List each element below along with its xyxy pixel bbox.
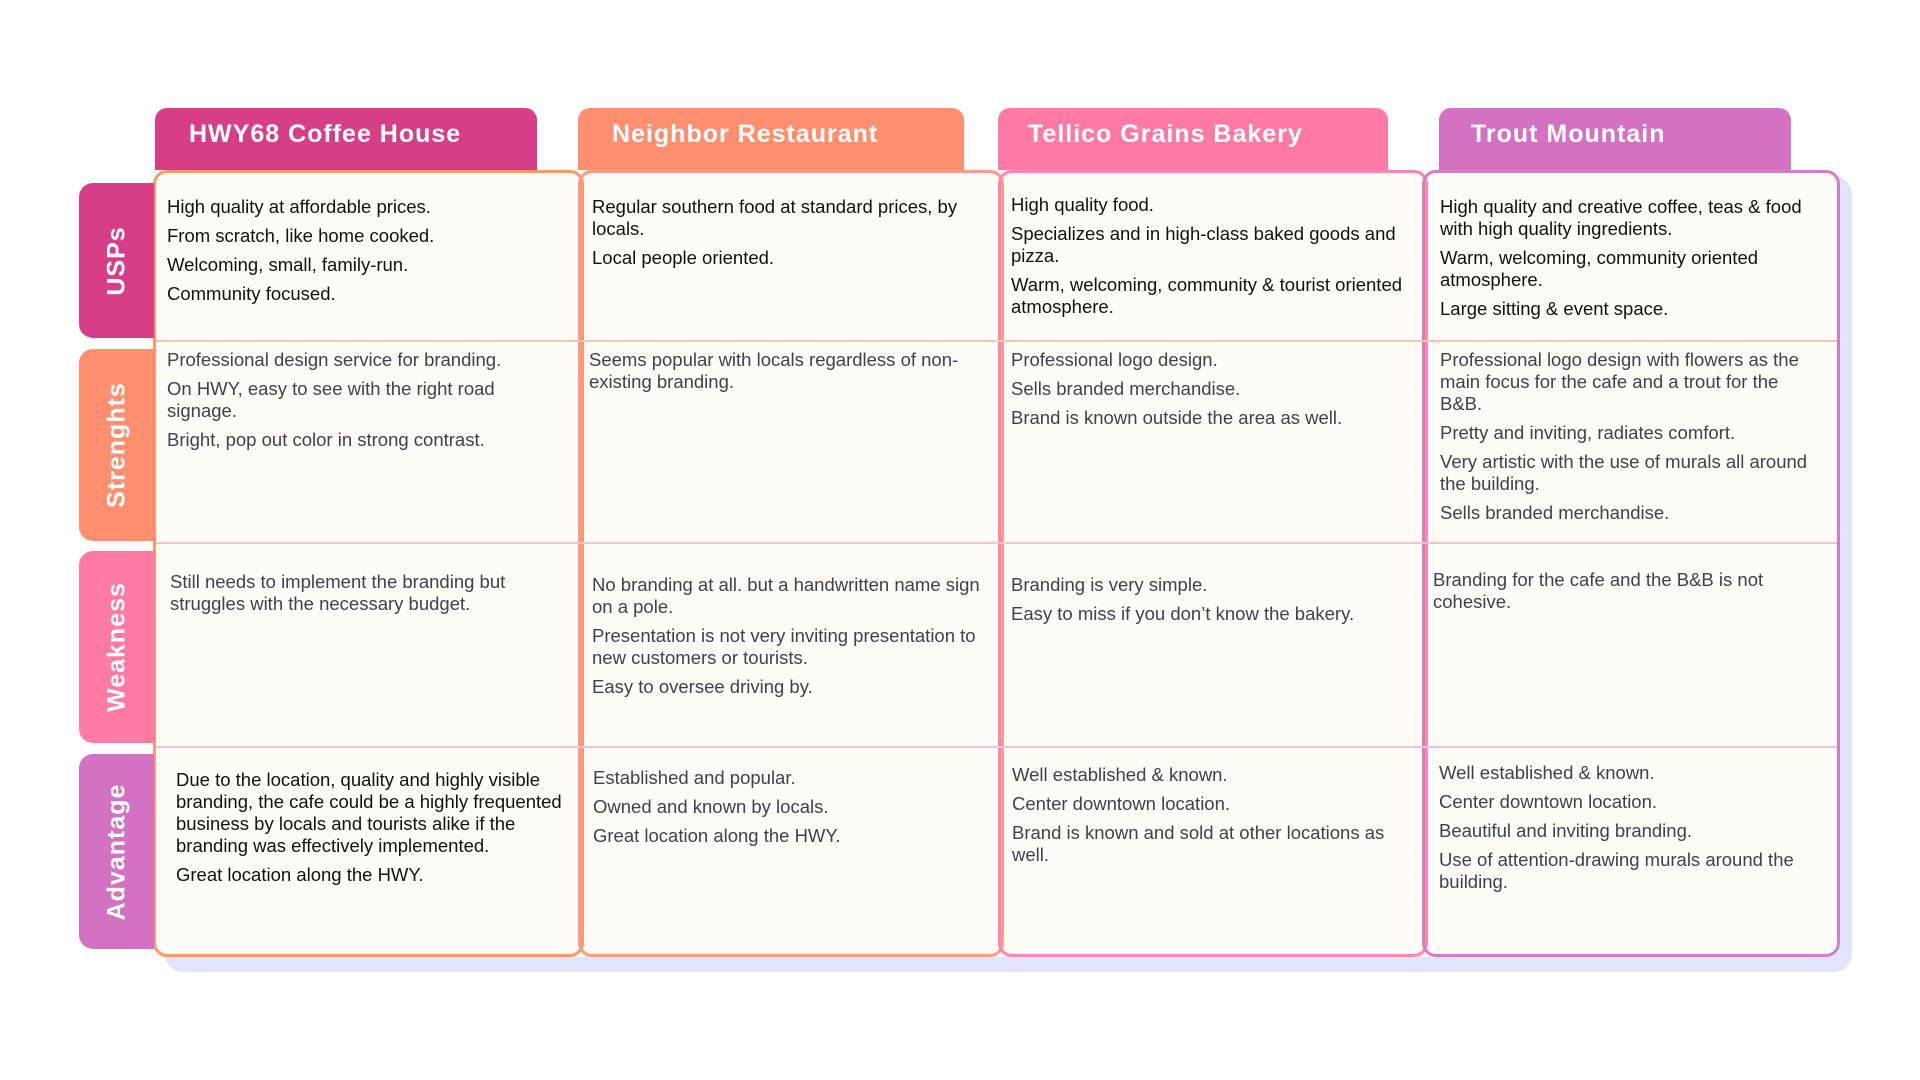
cell-text: High quality at affordable prices. <box>167 196 431 217</box>
cell-text: Seems popular with locals regardless of non-existing branding. <box>589 349 959 392</box>
cell-hwy68-advantage <box>176 769 571 893</box>
cell-text: No branding at all. but a handwritten name sign on a pole. <box>592 574 980 617</box>
cell-text: Owned and known by locals. <box>593 796 829 817</box>
cell-text: Presentation is not very inviting presentation to new customers or tourists. <box>592 625 976 668</box>
cell-text: Local people oriented. <box>592 247 775 268</box>
cell-text: Easy to miss if you don’t know the bakery. <box>1011 603 1355 624</box>
cell-text: Great location along the HWY. <box>176 864 424 885</box>
cell-text: Brand is known outside the area as well. <box>1011 407 1343 428</box>
cell-text: Still needs to implement the branding but struggles with the necessary budget. <box>170 571 506 614</box>
cell-text: From scratch, like home cooked. <box>167 225 435 246</box>
cell-tellico-strengths <box>1011 349 1416 436</box>
cell-text: Warm, welcoming, community & tourist oriented atmosphere. <box>1011 274 1403 317</box>
cell-tellico-weakness <box>1011 574 1411 632</box>
row-divider-1 <box>156 340 1837 342</box>
cell-trout-usps <box>1440 196 1825 327</box>
cell-text: Professional logo design. <box>1011 349 1218 370</box>
cell-text: Great location along the HWY. <box>593 825 841 846</box>
cell-neighbor-strengths <box>589 349 989 400</box>
cell-trout-advantage <box>1439 762 1824 900</box>
cell-text: Due to the location, quality and highly visible branding, the cafe could be a highly frequented business by locals and tourists alike if the branding was effectively implemented. <box>176 769 562 856</box>
cell-text: Established and popular. <box>593 767 796 788</box>
cell-neighbor-advantage <box>593 767 988 854</box>
cell-text: Brand is known and sold at other locations as well. <box>1012 822 1385 865</box>
row-divider-2 <box>156 542 1837 544</box>
cell-text: Center downtown location. <box>1012 793 1231 814</box>
cell-text: Use of attention-drawing murals around the building. <box>1439 849 1794 892</box>
cell-text: Professional logo design with flowers as the main focus for the cafe and a trout for the B&B. <box>1440 349 1799 414</box>
cell-text: Branding is very simple. <box>1011 574 1208 595</box>
row-label-weakness <box>79 551 154 743</box>
cell-text: Professional design service for branding. <box>167 349 502 370</box>
row-label-usps <box>79 183 154 338</box>
cell-trout-strengths <box>1440 349 1825 531</box>
row-label-strengths-text: Strenghts <box>102 382 130 508</box>
cell-text: Large sitting & event space. <box>1440 298 1669 319</box>
cell-text: Regular southern food at standard prices, by locals. <box>592 196 958 239</box>
cell-neighbor-weakness <box>592 574 987 705</box>
row-label-weakness-text: Weakness <box>102 582 130 712</box>
cell-text: High quality and creative coffee, teas & food with high quality ingredients. <box>1440 196 1802 239</box>
cell-text: On HWY, easy to see with the right road signage. <box>167 378 495 421</box>
cell-tellico-advantage <box>1012 764 1412 873</box>
cell-text: Bright, pop out color in strong contrast. <box>167 429 485 450</box>
column-header-neighbor: Neighbor Restaurant <box>578 108 964 170</box>
cell-text: Sells branded merchandise. <box>1440 502 1670 523</box>
cell-text: Specializes and in high-class baked goods and pizza. <box>1011 223 1396 266</box>
cell-text: Very artistic with the use of murals all around the building. <box>1440 451 1808 494</box>
cell-trout-weakness <box>1433 569 1823 620</box>
cell-text: Beautiful and inviting branding. <box>1439 820 1693 841</box>
cell-text: Well established & known. <box>1012 764 1228 785</box>
column-header-hwy68: HWY68 Coffee House <box>155 108 537 170</box>
cell-hwy68-strengths <box>167 349 567 458</box>
cell-neighbor-usps <box>592 196 987 276</box>
column-header-trout: Trout Mountain <box>1439 108 1791 170</box>
row-label-usps-text: USPs <box>102 225 130 296</box>
cell-text: Center downtown location. <box>1439 791 1658 812</box>
cell-text: Easy to oversee driving by. <box>592 676 813 697</box>
column-header-tellico: Tellico Grains Bakery <box>998 108 1388 170</box>
cell-text: Welcoming, small, family-run. <box>167 254 409 275</box>
row-label-advantage <box>79 754 154 949</box>
row-divider-3 <box>156 746 1837 748</box>
cell-text: High quality food. <box>1011 194 1154 215</box>
cell-text: Pretty and inviting, radiates comfort. <box>1440 422 1736 443</box>
cell-text: Community focused. <box>167 283 336 304</box>
cell-hwy68-weakness <box>170 571 565 622</box>
cell-hwy68-usps <box>167 196 572 312</box>
cell-text: Branding for the cafe and the B&B is not cohesive. <box>1433 569 1764 612</box>
cell-tellico-usps <box>1011 194 1423 325</box>
row-label-strengths <box>79 349 154 541</box>
row-label-advantage-text: Advantage <box>102 783 130 920</box>
cell-text: Sells branded merchandise. <box>1011 378 1241 399</box>
cell-text: Warm, welcoming, community oriented atmosphere. <box>1440 247 1759 290</box>
cell-text: Well established & known. <box>1439 762 1655 783</box>
